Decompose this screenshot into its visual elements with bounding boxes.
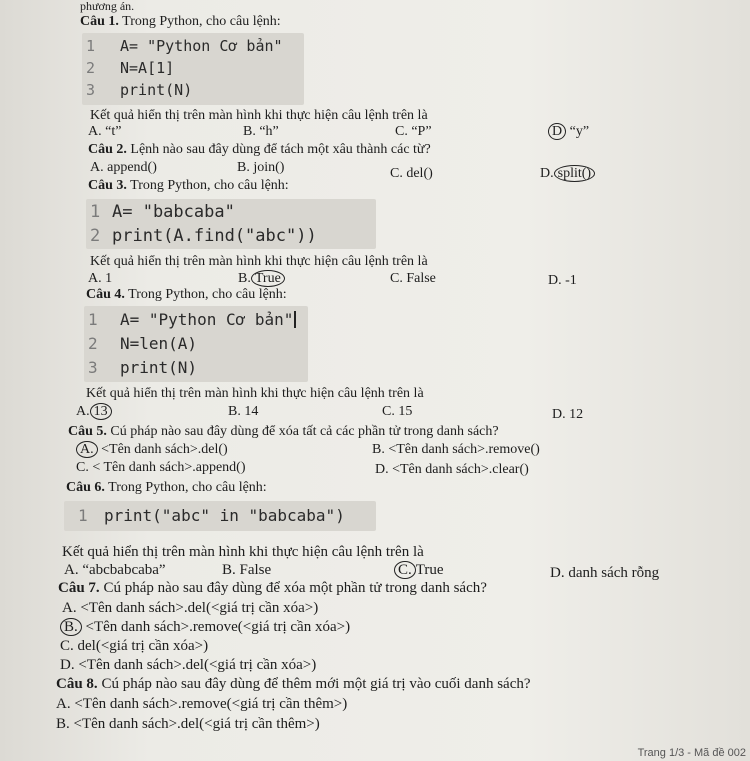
q2-option-c[interactable]: C. del() [390, 166, 433, 181]
code-block-q6 [64, 501, 376, 531]
selected-answer-mark: D [548, 123, 566, 140]
question-3 [88, 178, 289, 194]
question-7 [58, 580, 487, 596]
q6-option-c[interactable]: C. True [394, 562, 444, 578]
code-line: 2 N=A[1] [86, 59, 175, 77]
q4-option-a[interactable]: A. 13 [76, 404, 112, 420]
code-line: 3 print(N) [88, 358, 198, 377]
question-6-result-text: Kết quả hiển thị trên màn hình khi thực hiện câu lệnh trên là [62, 544, 424, 560]
top-fragment: phương án. [80, 0, 135, 13]
question-4-result-text: Kết quả hiển thị trên màn hình khi thực hiện câu lệnh trên là [86, 386, 424, 401]
q6-option-b[interactable]: B. False [222, 562, 272, 578]
page-footer: Trang 1/3 - Mã đề 002 [637, 747, 746, 759]
question-1-stem: Trong Python, cho câu lệnh: [118, 14, 281, 29]
q6-option-d[interactable]: D. danh sách rỗng [550, 565, 660, 581]
code-line: 2 N=len(A) [88, 334, 198, 353]
question-5-stem: Cú pháp nào sau đây dùng để xóa tất cả các phần tử trong danh sách? [106, 424, 499, 439]
q1-option-c[interactable]: C. “P” [395, 124, 432, 139]
selected-answer-mark: A. [76, 441, 98, 458]
q2-option-d[interactable]: D. split() [540, 166, 595, 182]
code-line: 1 A= "Python Cơ bản" [86, 37, 283, 55]
q4-option-d[interactable]: D. 12 [552, 407, 584, 422]
selected-answer-mark: split() [554, 165, 595, 182]
q5-option-d[interactable]: D. <Tên danh sách>.clear() [375, 462, 529, 477]
code-line: 3 print(N) [86, 81, 193, 99]
question-8-number: Câu 8. [56, 676, 98, 692]
q7-option-d[interactable]: D. <Tên danh sách>.del(<giá trị cần xóa>) [60, 657, 317, 673]
question-5-number: Câu 5. [68, 424, 107, 439]
q7-option-b[interactable]: B. <Tên danh sách>.remove(<giá trị cần xóa>) [60, 619, 350, 635]
question-6-stem: Trong Python, cho câu lệnh: [104, 480, 267, 495]
question-3-number: Câu 3. [88, 178, 127, 193]
code-block-q1 [82, 33, 304, 105]
question-7-stem: Cú pháp nào sau đây dùng để xóa một phần tử trong danh sách? [99, 580, 487, 596]
selected-answer-mark: C. [394, 561, 416, 579]
q3-option-c[interactable]: C. False [390, 271, 436, 286]
question-4-stem: Trong Python, cho câu lệnh: [124, 287, 287, 302]
question-2-number: Câu 2. [88, 142, 127, 157]
q1-option-a[interactable]: A. “t” [88, 124, 122, 139]
code-line: 2 print(A.find("abc")) [90, 226, 317, 246]
question-1-number: Câu 1. [80, 14, 119, 29]
text-cursor [294, 311, 296, 328]
q8-option-b[interactable]: B. <Tên danh sách>.del(<giá trị cần thêm>) [56, 716, 320, 732]
question-2-stem: Lệnh nào sau đây dùng để tách một xâu thành các từ? [126, 142, 431, 157]
selected-answer-mark: 13 [90, 403, 112, 420]
question-6 [66, 480, 267, 496]
question-3-result-text: Kết quả hiển thị trên màn hình khi thực hiện câu lệnh trên là [90, 254, 428, 269]
q3-option-a[interactable]: A. 1 [88, 271, 113, 286]
selected-answer-mark: B. [60, 618, 82, 636]
question-2 [88, 142, 431, 158]
q3-option-b[interactable]: B. True [238, 271, 285, 287]
code-line: 1 print("abc" in "babcaba") [78, 506, 345, 525]
q5-option-a[interactable]: A. <Tên danh sách>.del() [76, 442, 228, 458]
question-5 [68, 424, 499, 440]
question-7-number: Câu 7. [58, 580, 100, 596]
q7-option-a[interactable]: A. <Tên danh sách>.del(<giá trị cần xóa>) [62, 600, 319, 616]
q4-option-b[interactable]: B. 14 [228, 404, 259, 419]
q7-option-c[interactable]: C. del(<giá trị cần xóa>) [60, 638, 209, 654]
q4-option-c[interactable]: C. 15 [382, 404, 413, 419]
q5-option-c[interactable]: C. < Tên danh sách>.append() [76, 460, 246, 475]
q5-option-b[interactable]: B. <Tên danh sách>.remove() [372, 442, 540, 457]
question-4-number: Câu 4. [86, 287, 125, 302]
question-6-number: Câu 6. [66, 480, 105, 495]
code-line: 1 A= "Python Cơ bản" [88, 308, 296, 332]
question-1-result-text: Kết quả hiển thị trên màn hình khi thực hiện câu lệnh trên là [90, 108, 428, 123]
selected-answer-mark: True [251, 270, 285, 287]
q6-option-a[interactable]: A. “abcbabcaba” [64, 562, 166, 578]
q2-option-a[interactable]: A. append() [90, 160, 157, 175]
code-line: 1 A= "babcaba" [90, 202, 235, 222]
q1-option-b[interactable]: B. “h” [243, 124, 279, 139]
question-1 [80, 14, 281, 30]
q2-option-b[interactable]: B. join() [237, 160, 285, 175]
question-8 [56, 676, 531, 692]
question-4 [86, 287, 287, 303]
q3-option-d[interactable]: D. -1 [548, 273, 577, 288]
question-3-stem: Trong Python, cho câu lệnh: [126, 178, 289, 193]
q8-option-a[interactable]: A. <Tên danh sách>.remove(<giá trị cần thêm>) [56, 696, 348, 712]
code-block-q4 [84, 306, 308, 382]
q1-option-d[interactable]: D “y” [548, 124, 589, 140]
code-block-q3 [86, 199, 376, 249]
question-8-stem: Cú pháp nào sau đây dùng để thêm mới một giá trị vào cuối danh sách? [97, 676, 531, 692]
